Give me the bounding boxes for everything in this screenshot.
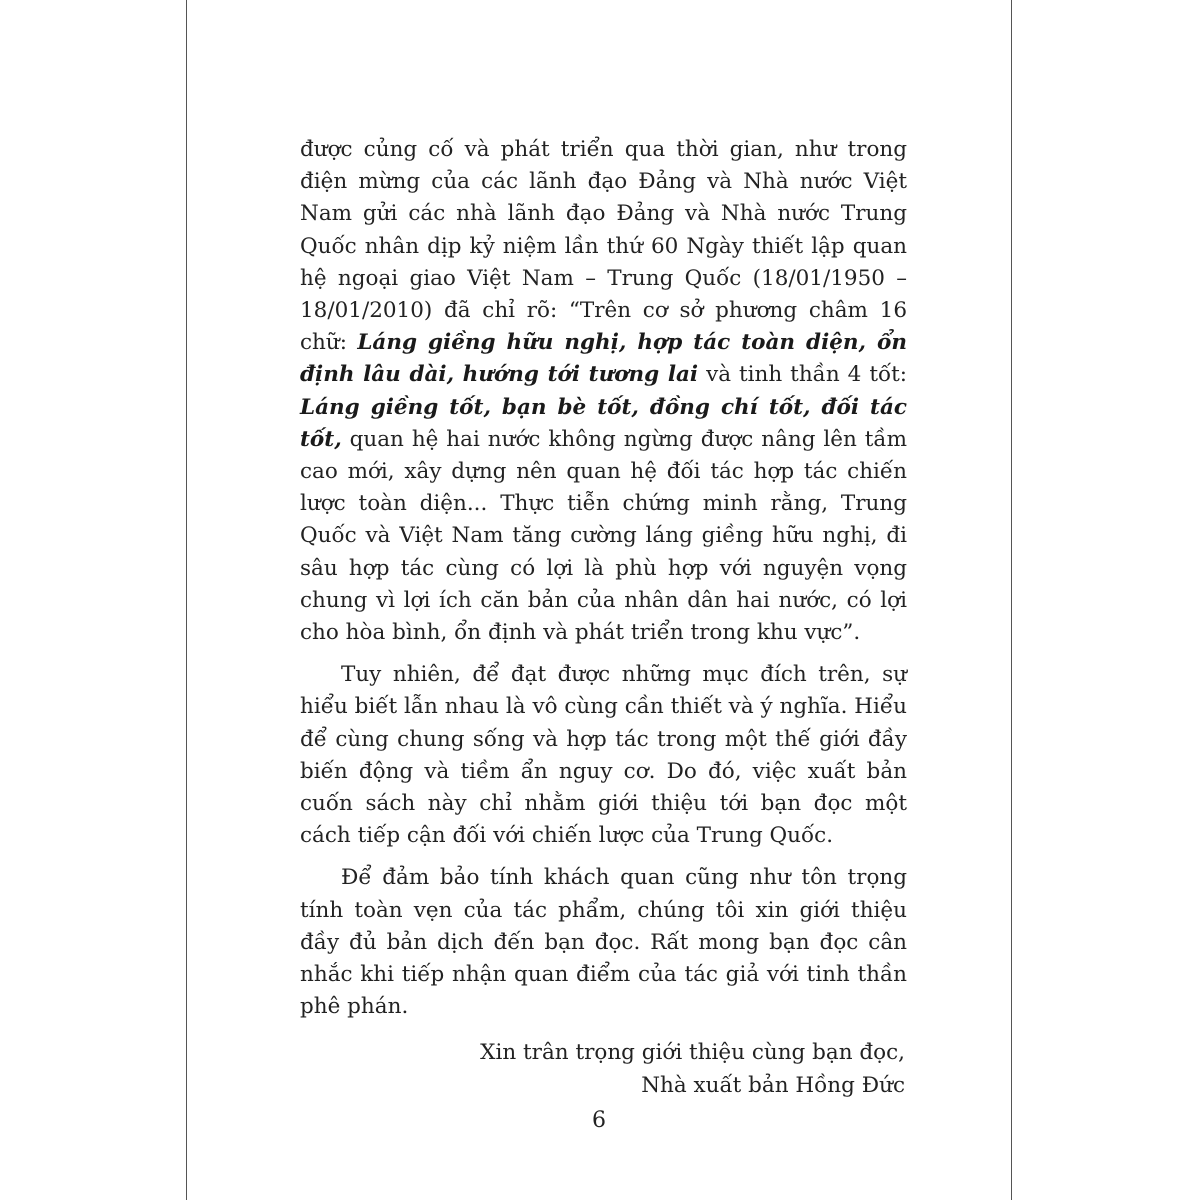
paragraph-1-text-1: được củng cố và phát triển qua thời gian, như trong điện mừng của các lãnh đạo Đảng và Nhà nước Việt Nam gửi các nhà lãnh đạo Đảng và Nhà nước Trung Quốc nhân dịp kỷ niệm lần thứ 60 Ngày thiết lập quan hệ ngoại giao Việt Nam – Trung Quốc (18/01/1950 – 18/01/2010) đã chỉ rõ: “Trên cơ sở phương châm 16 chữ: <box>300 137 907 356</box>
page-body <box>300 134 907 1102</box>
paragraph-2: Tuy nhiên, để đạt được những mục đích trên, sự hiểu biết lẫn nhau là vô cùng cần thiết và ý nghĩa. Hiểu để cùng chung sống và hợp tác trong một thế giới đầy biến động và tiềm ẩn nguy cơ. Do đó, việc xuất bản cuốn sách này chỉ nhằm giới thiệu tới bạn đọc một cách tiếp cận đối với chiến lược của Trung Quốc. <box>300 662 907 849</box>
paragraph-1-emphasis-2: Láng giềng tốt, bạn bè tốt, đồng chí tốt, đối tác tốt, <box>300 394 907 452</box>
paragraph-1-text-3: quan hệ hai nước không ngừng được nâng lên tầm cao mới, xây dựng nên quan hệ đối tác hợp tác chiến lược toàn diện... Thực tiễn chứng minh rằng, Trung Quốc và Việt Nam tăng cường láng giềng hữu nghị, đi sâu hợp tác cùng có lợi là phù hợp với nguyện vọng chung vì lợi ích căn bản của nhân dân hai nước, có lợi cho hòa bình, ổn định và phát triển trong khu vực”. <box>300 426 907 646</box>
book-page <box>186 0 1012 1200</box>
paragraph-3: Để đảm bảo tính khách quan cũng như tôn trọng tính toàn vẹn của tác phẩm, chúng tôi xin giới thiệu đầy đủ bản dịch đến bạn đọc. Rất mong bạn đọc cân nhắc khi tiếp nhận quan điểm của tác giả với tinh thần phê phán. <box>300 865 907 1020</box>
paragraph-1 <box>300 134 907 649</box>
closing-line: Xin trân trọng giới thiệu cùng bạn đọc, <box>480 1040 905 1066</box>
paragraph-1-emphasis-1: Láng giềng hữu nghị, hợp tác toàn diện, ổn định lâu dài, hướng tới tương lai <box>300 330 907 388</box>
paragraph-1-text-2: và tinh thần 4 tốt: <box>698 362 907 388</box>
page-number: 6 <box>592 1108 606 1133</box>
publisher-signature: Nhà xuất bản Hồng Đức <box>641 1072 905 1098</box>
